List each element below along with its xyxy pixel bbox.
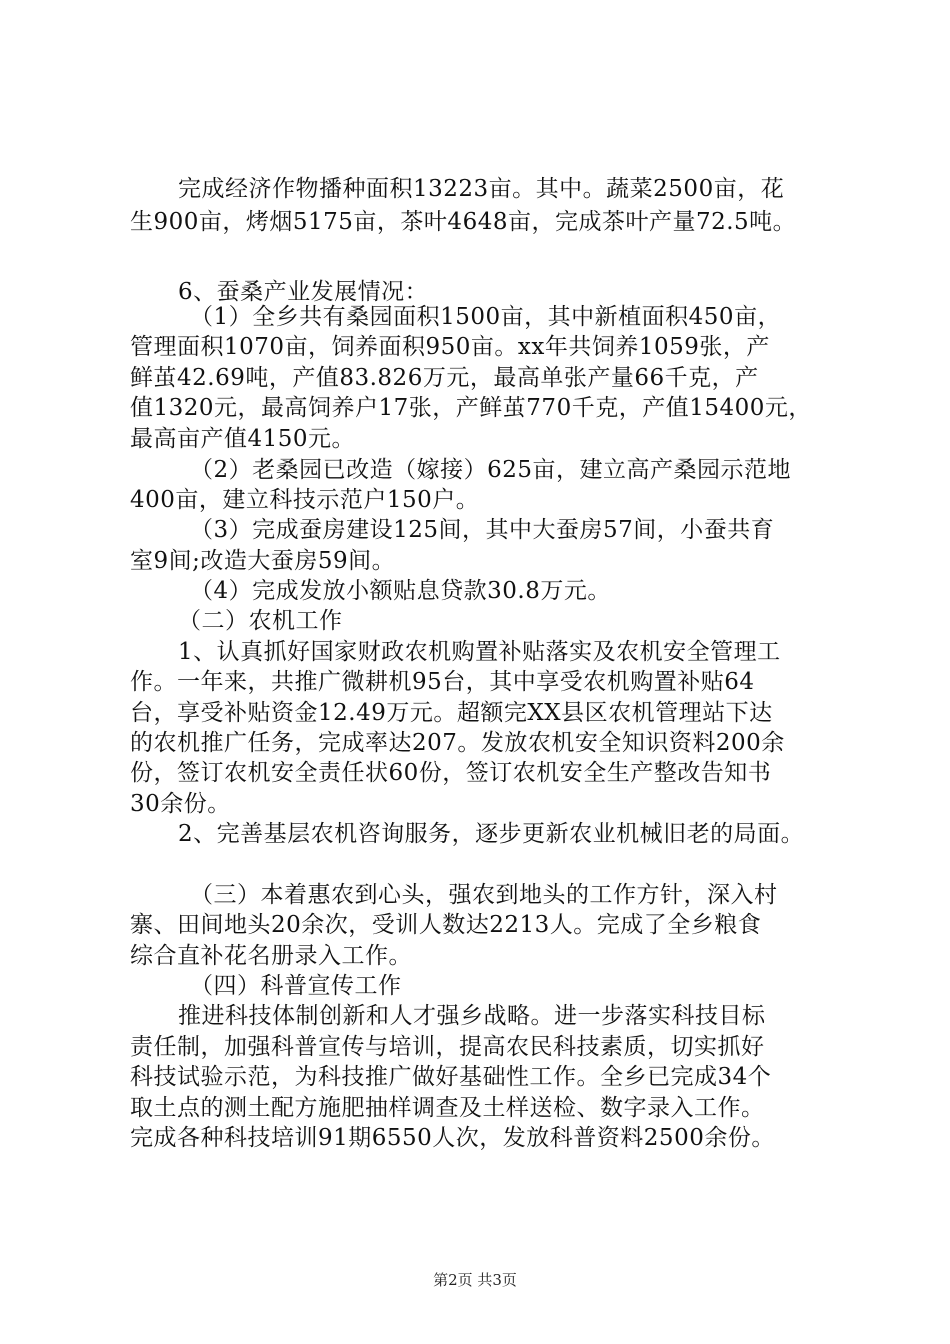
paragraph-line: （2）老桑园已改造（嫁接）625亩，建立高产桑园示范地 (190, 457, 792, 483)
paragraph-line: 生900亩，烤烟5175亩，茶叶4648亩，完成茶叶产量72.5吨。 (130, 209, 797, 235)
paragraph-line: 份，签订农机安全责任状60份，签订农机安全生产整改告知书 (130, 760, 772, 786)
paragraph-line: 值1320元，最高饲养户17张，产鲜茧770千克，产值15400元， (130, 395, 812, 421)
paragraph-line: 管理面积1070亩，饲养面积950亩。xx年共饲养1059张，产 (130, 334, 770, 360)
paragraph-line: 室9间;改造大蚕房59间。 (130, 548, 396, 574)
paragraph-line: （1）全乡共有桑园面积1500亩，其中新植面积450亩， (190, 304, 782, 330)
paragraph-line: 推进科技体制创新和人才强乡战略。进一步落实科技目标 (178, 1003, 766, 1029)
paragraph-line: 鲜茧42.69吨，产值83.826万元，最高单张产量66千克，产 (130, 365, 759, 391)
paragraph-line: 寨、田间地头20余次，受训人数达2213人。完成了全乡粮食 (130, 912, 762, 938)
paragraph-line: （3）完成蚕房建设125间，其中大蚕房57间，小蚕共育 (190, 517, 775, 543)
paragraph-line: （三）本着惠农到心头，强农到地头的工作方针，深入村 (190, 882, 778, 908)
paragraph-line: 完成各种科技培训91期6550人次，发放科普资料2500余份。 (130, 1125, 775, 1151)
paragraph-line: 责任制，加强科普宣传与培训，提高农民科技素质，切实抓好 (130, 1034, 765, 1060)
section-heading: 6、蚕桑产业发展情况： (178, 279, 429, 305)
paragraph-line: 的农机推广任务，完成率达207。发放农机安全知识资料200余 (130, 730, 785, 756)
paragraph-line: 30余份。 (130, 791, 231, 817)
paragraph-line: 科技试验示范，为科技推广做好基础性工作。全乡已完成34个 (130, 1064, 772, 1090)
section-heading: （四）科普宣传工作 (190, 973, 402, 999)
paragraph-line: 取土点的测土配方施肥抽样调查及土样送检、数字录入工作。 (130, 1095, 765, 1121)
paragraph-line: 1、认真抓好国家财政农机购置补贴落实及农机安全管理工 (178, 639, 781, 665)
paragraph-line: 2、完善基层农机咨询服务，逐步更新农业机械旧老的局面。 (178, 821, 805, 847)
page-footer: 第2页 共3页 (433, 1271, 517, 1289)
paragraph-line: （4）完成发放小额贴息贷款30.8万元。 (190, 578, 611, 604)
paragraph-line: 台，享受补贴资金12.49万元。超额完XX县区农机管理站下达 (130, 700, 773, 726)
paragraph-line: 综合直补花名册录入工作。 (130, 943, 412, 969)
paragraph-line: 最高亩产值4150元。 (130, 426, 356, 452)
paragraph-line: 完成经济作物播种面积13223亩。其中。蔬菜2500亩，花 (178, 176, 785, 202)
paragraph-line: 作。一年来，共推广微耕机95台，其中享受农机购置补贴64 (130, 669, 755, 695)
paragraph-line: 400亩，建立科技示范户150户。 (130, 487, 480, 513)
section-heading: （二）农机工作 (178, 608, 343, 634)
